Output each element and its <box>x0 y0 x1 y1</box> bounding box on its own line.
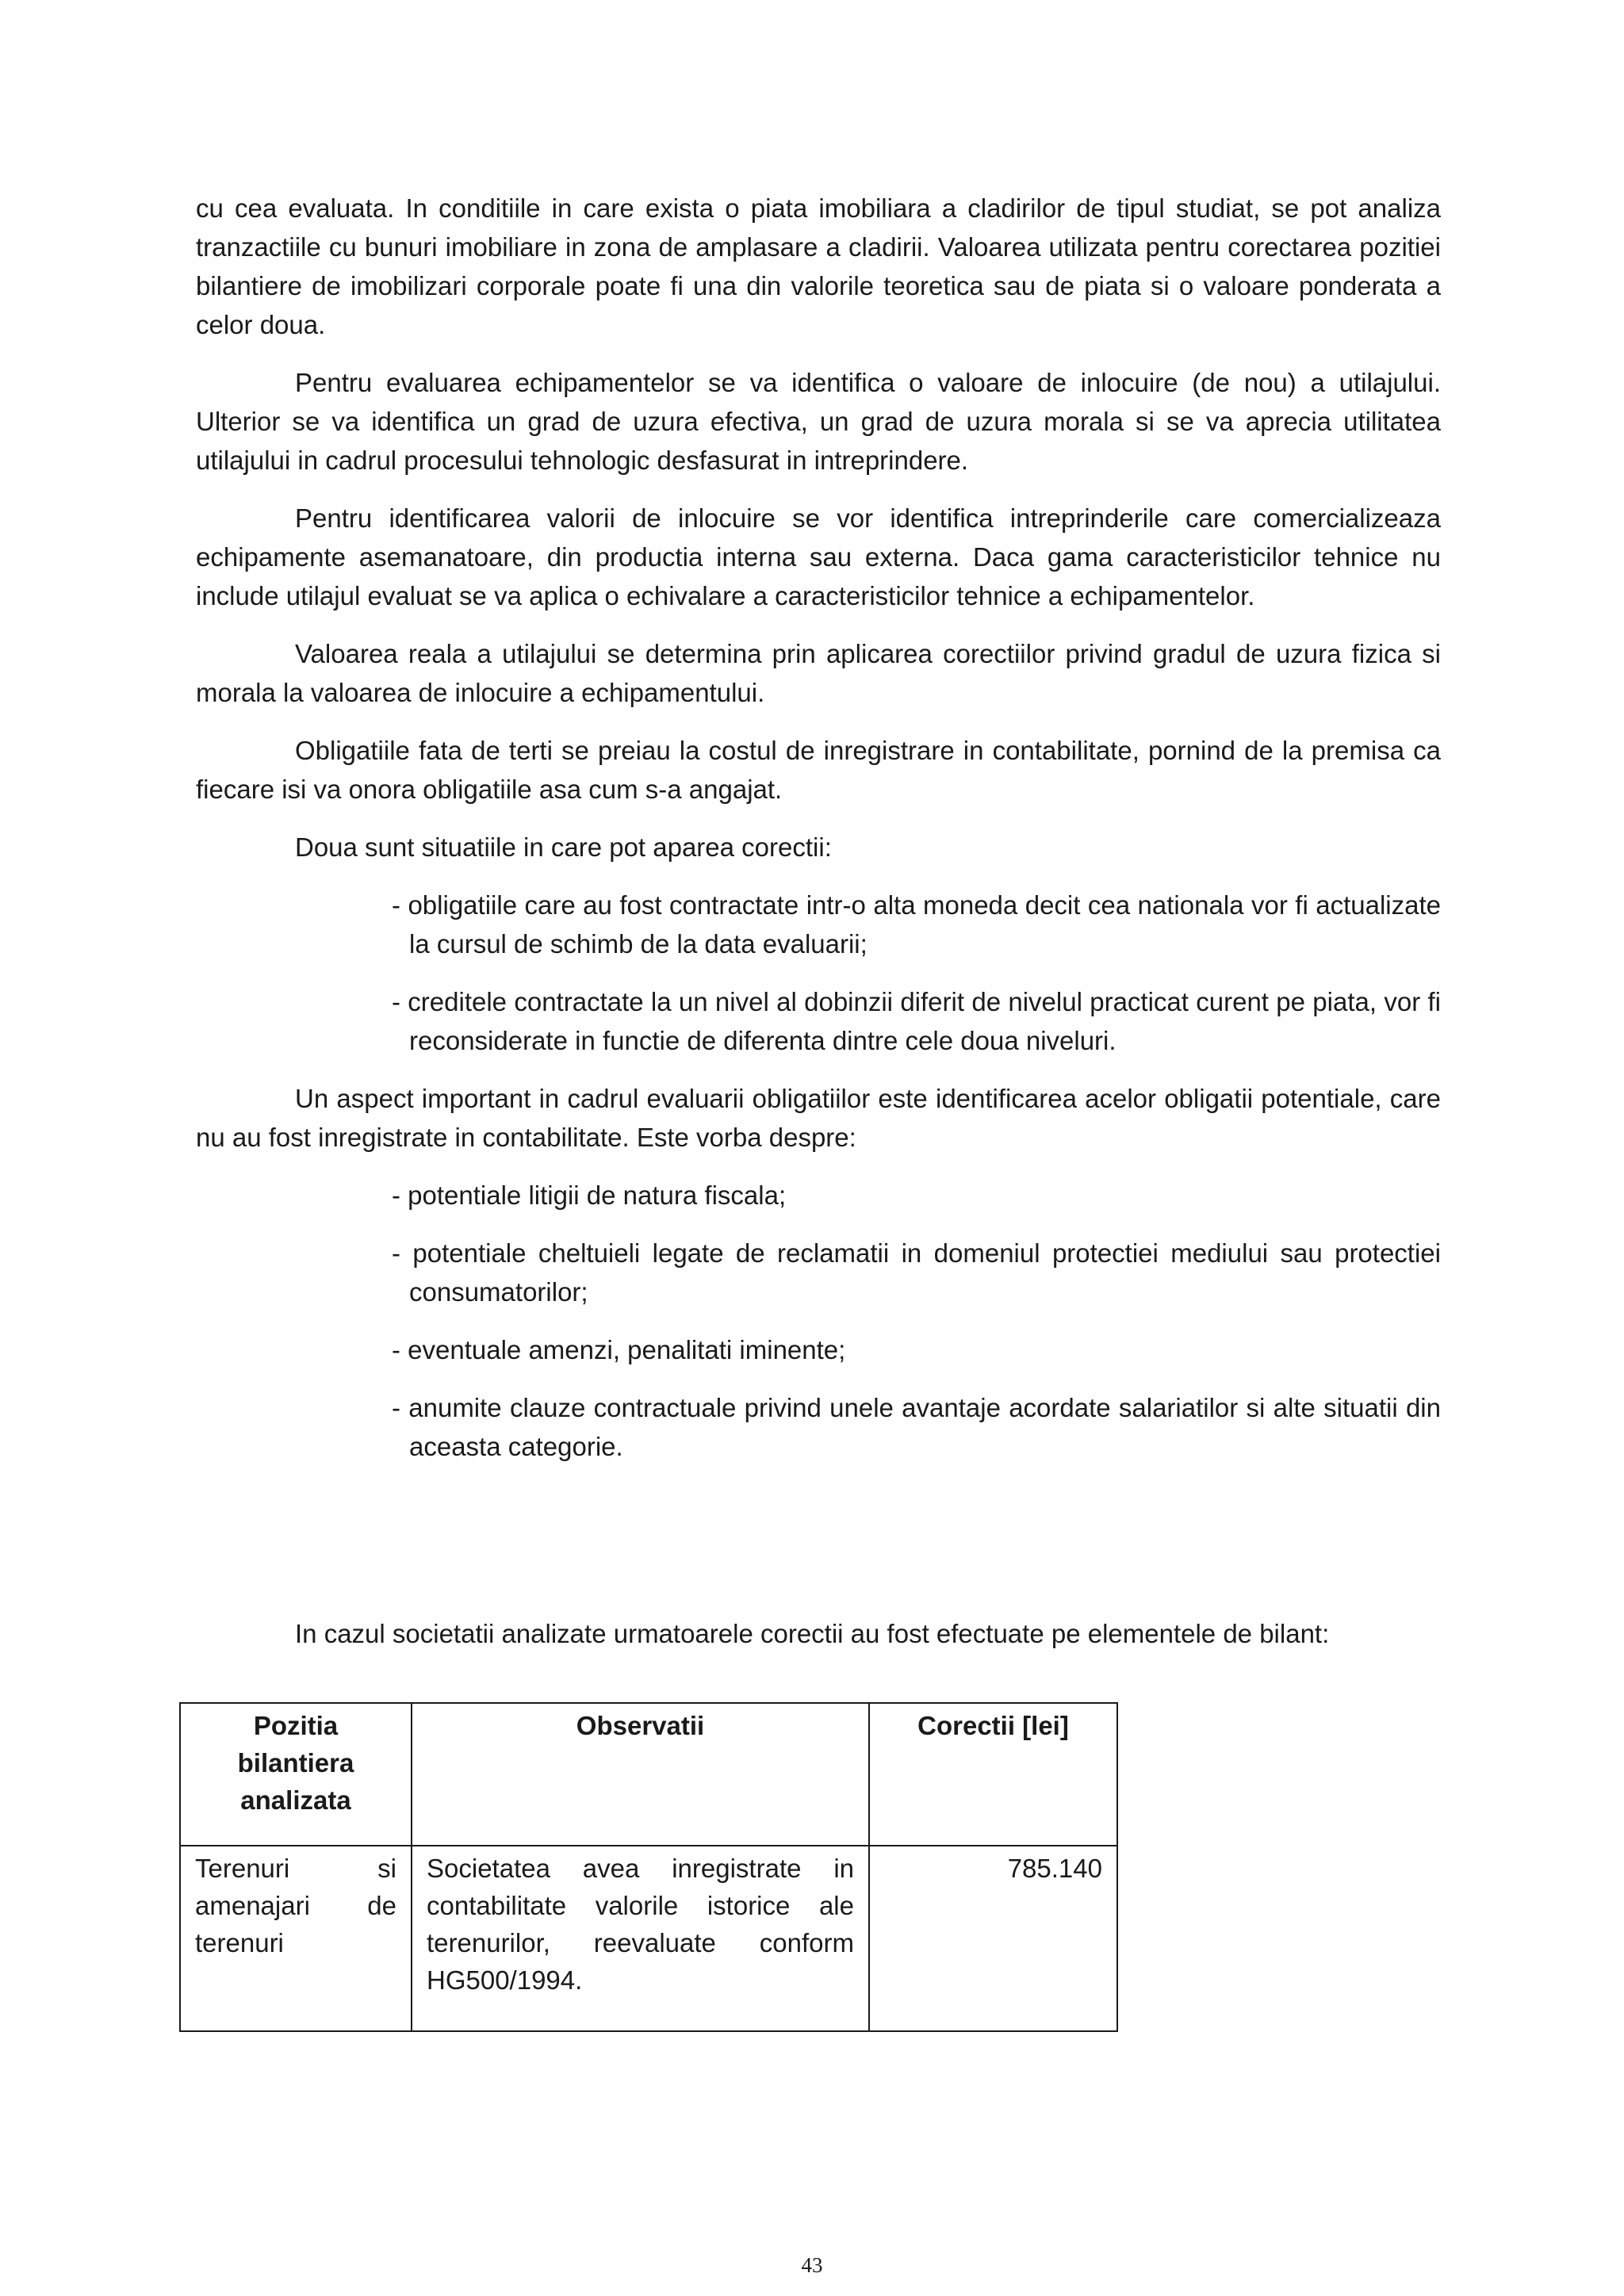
body-text-top <box>196 189 1441 1485</box>
column-header: Corectii [lei] <box>869 1703 1117 1846</box>
paragraph: Un aspect important in cadrul evaluarii obligatiilor este identificarea acelor obligatii potentiale, care nu au fost inregistrate in contabilitate. Este vorba despre: <box>196 1084 1441 1152</box>
column-header: Pozitia bilantiera analizata <box>180 1703 412 1846</box>
paragraph: Valoarea reala a utilajului se determina prin aplicarea corectiilor privind gradul de uzura fizica si morala la valoarea de inlocuire a echipamentului. <box>196 639 1441 707</box>
list-item: - eventuale amenzi, penalitati iminente; <box>392 1335 846 1364</box>
page-number: 43 <box>801 2253 823 2277</box>
paragraph: cu cea evaluata. In conditiile in care exista o piata imobiliara a cladirilor de tipul studiat, se pot analiza tranzactiile cu bunuri imobiliare in zona de amplasare a cladirii. Valoarea utilizata pentru corectarea pozitiei bilantiere de imobilizari corporale poate fi una din valorile teoretica sau de piata si o valoare ponderata a celor doua. <box>196 193 1441 339</box>
paragraph: Doua sunt situatiile in care pot aparea corectii: <box>295 832 832 862</box>
table-cell-corectii: 785.140 <box>869 1846 1117 2031</box>
obligations-list <box>196 1176 1441 1466</box>
table-cell-pozitia: Terenuri si amenajari de terenuri <box>180 1846 412 2031</box>
table-cell-observatii: Societatea avea inregistrate in contabilitate valorile istorice ale terenurilor, reevaluate conform HG500/1994. <box>412 1846 869 2031</box>
body-text-intro <box>196 1614 1441 1672</box>
paragraph: In cazul societatii analizate urmatoarele corectii au fost efectuate pe elementele de bilant: <box>295 1619 1330 1648</box>
table-row <box>180 1846 1117 2031</box>
paragraph: Obligatiile fata de terti se preiau la costul de inregistrare in contabilitate, pornind de la premisa ca fiecare isi va onora obligatiile asa cum s-a angajat. <box>196 736 1441 804</box>
corrections-table-wrapper <box>179 1702 1118 2032</box>
list-item: - obligatiile care au fost contractate intr-o alta moneda decit cea nationala vor fi actualizate la cursul de schimb de la data evaluarii; <box>392 890 1441 959</box>
column-header: Observatii <box>412 1703 869 1846</box>
paragraph: Pentru evaluarea echipamentelor se va identifica o valoare de inlocuire (de nou) a utilajului. Ulterior se va identifica un grad de uzura efectiva, un grad de uzura morala si se va aprecia utilitatea utilajului in cadrul procesului tehnologic desfasurat in intreprindere. <box>196 368 1441 475</box>
corrections-table <box>179 1702 1118 2032</box>
list-item: - anumite clauze contractuale privind unele avantaje acordate salariatilor si alte situatii din aceasta categorie. <box>392 1393 1441 1461</box>
list-item: - creditele contractate la un nivel al dobinzii diferit de nivelul practicat curent pe piata, vor fi reconsiderate in functie de diferenta dintre cele doua niveluri. <box>392 987 1441 1055</box>
table-header-row <box>180 1703 1117 1846</box>
list-item: - potentiale cheltuieli legate de reclamatii in domeniul protectiei mediului sau protectiei consumatorilor; <box>392 1238 1441 1307</box>
corrections-list <box>196 886 1441 1060</box>
paragraph: Pentru identificarea valorii de inlocuire se vor identifica intreprinderile care comercializeaza echipamente asemanatoare, din productia interna sau externa. Daca gama caracteristicilor tehnice nu include utilajul evaluat se va aplica o echivalare a caracteristicilor tehnice a echipamentelor. <box>196 503 1441 610</box>
list-item: - potentiale litigii de natura fiscala; <box>392 1181 787 1210</box>
